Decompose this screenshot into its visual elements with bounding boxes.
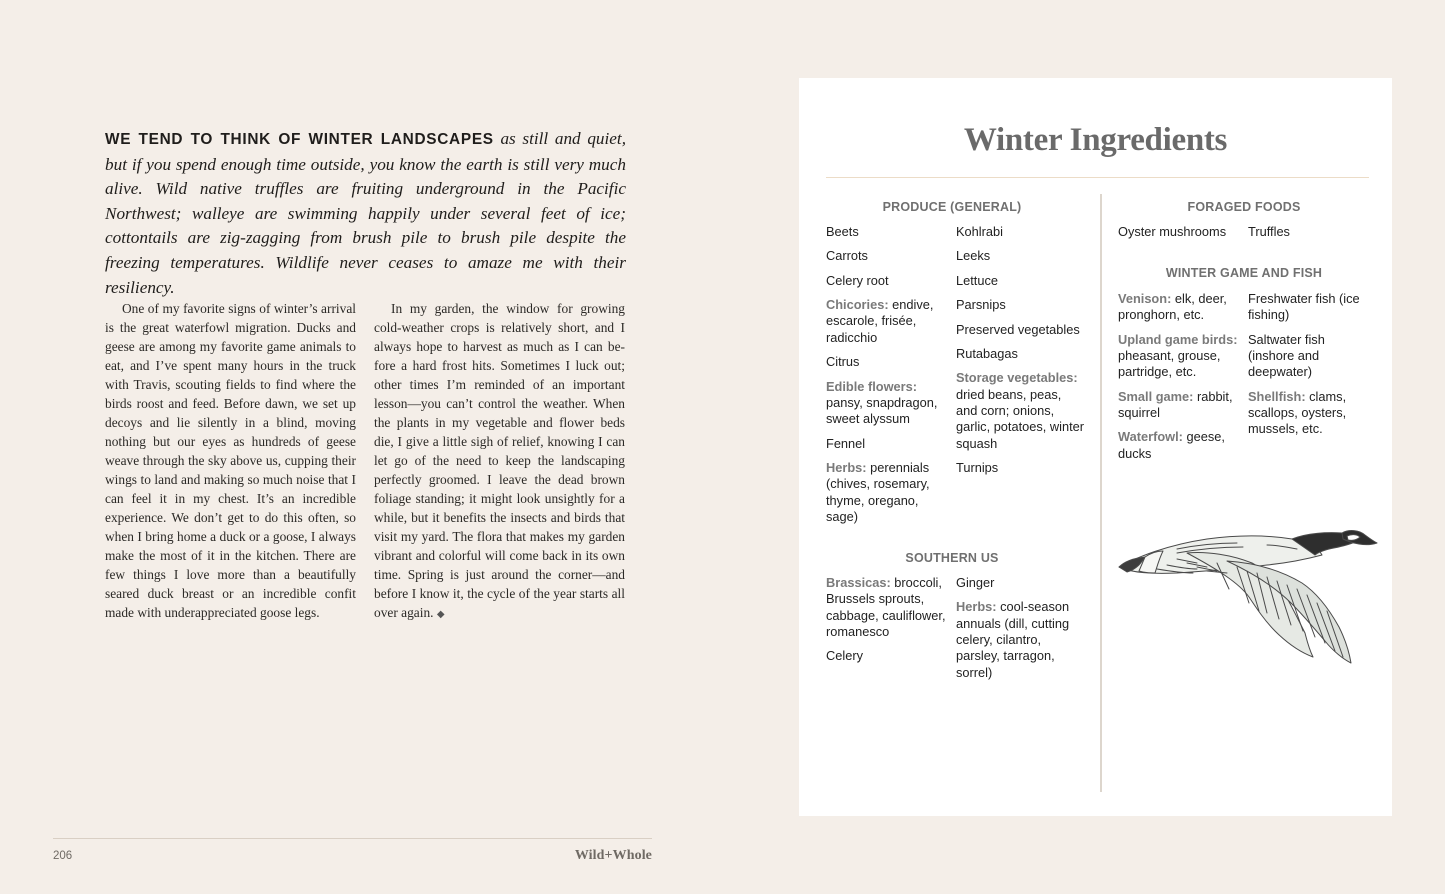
ingredient-item [956,575,1086,591]
ingredient-item [956,248,1086,264]
game-list-2 [1248,291,1370,446]
ingredient-category-label: Waterfowl: [1118,429,1183,445]
ingredient-category-label: Herbs: [826,459,867,475]
ingredient-text: Celery [826,648,863,664]
ingredient-category-label: Storage vegetables: [956,370,1078,386]
body-column-1: One of my favorite signs of winter’s arrival is the great waterfowl migration. Ducks and geese are among my favorite game animals to eat, and I’ve spent many hours in the truck with Travis, scouting fields to find where the birds roost and feed. Before dawn, we set up decoys and lie silently in a blind, moving nothing but our eyes as hundreds of geese weave through the sky above us, cupping their wings to land and making so much noise that I can feel it in my chest. It’s an incredible experience. We don’t get to do this often, so when I bring home a duck or a goose, I always make the most of it in the kitchen. There are few things I love more than a beautifully seared duck breast or an incredible confit made with underappreciated goose legs. [105,301,356,620]
ingredient-text: Lettuce [956,272,998,288]
ingredient-item [956,322,1086,338]
ingredient-item [956,370,1086,451]
ingredient-item [1248,389,1370,438]
ingredient-category-label: Edible flowers: [826,378,918,394]
ingredient-category-label: Brassicas: [826,575,891,590]
ingredient-item [1118,332,1241,381]
ingredient-text: Parsnips [956,297,1006,313]
ingredient-text: cool-season annuals (dill, cutting celery, cilantro, parsley, tarragon, sorrel) [956,599,1070,680]
southern-list-2 [956,575,1086,689]
produce-list-2 [956,224,1086,484]
intro-lead: WE TEND TO THINK OF WINTER LANDSCAPES [105,131,494,148]
footer-divider [53,838,652,839]
goose-illustration [1117,523,1379,685]
ingredient-text: perennials (chives, rosemary, thyme, oregano, sage) [826,459,930,524]
southern-list-1 [826,575,951,673]
ingredient-text: dried beans, peas, and corn; onions, garlic, potatoes, winter squash [956,386,1085,451]
ingredient-item [1118,291,1241,324]
ingredient-text: clams, scallops, oysters, mussels, etc. [1248,388,1347,437]
winter-ingredients-card [799,78,1392,816]
ingredient-category-label: Venison: [1118,291,1172,306]
ingredient-text: Citrus [826,354,860,370]
ingredient-item [1118,389,1241,422]
produce-list-1 [826,224,951,533]
ingredient-text: Celery root [826,272,889,288]
body-column-2 [374,299,625,624]
ingredient-item [826,248,951,264]
ingredient-item [826,354,951,370]
ingredient-item [956,346,1086,362]
game-list-1 [1118,291,1241,470]
ingredient-text: pheasant, grouse, partridge, etc. [1118,347,1221,380]
book-title: Wild+Whole [574,848,652,863]
ingredient-text: endive, escarole, frisée, radicchio [826,297,934,345]
ingredient-category-label: Shellfish: [1248,388,1306,404]
ingredient-item [826,648,951,664]
ingredient-text: Saltwater fish (inshore and deepwater) [1248,331,1325,380]
ingredient-item [826,224,951,240]
ingredient-text: Oyster mushrooms [1118,224,1227,239]
card-title-divider [826,177,1369,178]
ingredient-item [956,297,1086,313]
ingredient-text: elk, deer, pronghorn, etc. [1118,291,1227,323]
ingredient-text: Fennel [826,435,866,451]
game-section-title: WINTER GAME AND FISH [1165,266,1323,280]
foraged-section-title: FORAGED FOODS [1187,200,1301,214]
ingredient-text: broccoli, Brussels sprouts, cabbage, cauliflower, romanesco [826,575,946,639]
page-number: 206 [53,850,73,862]
ingredient-text: Turnips [956,459,999,475]
ingredient-category-label: Chicories: [826,297,889,313]
card-title: Winter Ingredients [963,122,1228,158]
ingredient-text: Carrots [826,248,868,264]
end-mark-icon: ◆ [436,609,445,620]
ingredient-text: Freshwater fish (ice fishing) [1248,291,1360,323]
ingredient-item [1118,224,1246,240]
ingredient-item [826,273,951,289]
intro-paragraph [105,127,626,300]
ingredient-text: Ginger [956,575,995,590]
ingredient-text: Leeks [956,248,991,264]
ingredient-item [956,599,1086,680]
ingredient-item [826,297,951,346]
ingredient-text: geese, ducks [1118,429,1225,461]
body-column-2-text: In my garden, the window for growing cold-weather crops is relatively short, and I always hope to harvest as much as I can before a hard frost hits. Sometimes I luck out; other times I’m reminded of an important lesson—you can’t control the weather. When the plants in my vegetable and flower beds die, I give a little sigh of relief, knowing I can let go of the need to keep the landscaping perfectly groomed. I leave the dead brown foliage standing; it might look unsightly for a while, but it benefits the insects and birds that visit my yard. The flora that makes my garden vibrant and colorful will come back in its own time. Spring is just around the corner—and before I know it, the cycle of the year starts all over again. [374,301,625,620]
ingredient-item [1118,429,1241,462]
ingredient-text: Kohlrabi [956,224,1003,239]
ingredient-item [826,460,951,525]
ingredient-category-label: Small game: [1118,388,1194,404]
ingredient-item [826,575,951,640]
ingredient-text: Beets [826,224,859,239]
ingredient-item [826,379,951,428]
intro-text: as still and quiet, but if you spend enough time outside, you know the earth is still very much alive. Wild native truffles are fruiting underground in the Pacific Northwest; walleye are swimming happily under several feet of ice; cottontails are zig-zagging from brush pile to brush pile despite the freezing temperatures. Wildlife never ceases to amaze me with their resiliency. [105,129,626,297]
ingredient-text: Truffles [1248,224,1290,239]
card-column-divider [1100,194,1102,792]
ingredient-text: Preserved vegetables [956,321,1080,337]
ingredient-category-label: Herbs: [956,599,997,615]
produce-section-title: PRODUCE (GENERAL) [882,200,1022,214]
ingredient-text: pansy, snapdragon, sweet alyssum [826,394,938,427]
ingredient-item [1248,332,1370,381]
southern-section-title: SOUTHERN US [905,551,999,565]
ingredient-item [1248,224,1370,240]
ingredient-item [956,273,1086,289]
ingredient-item [956,460,1086,476]
foraged-list-2 [1248,224,1370,248]
ingredient-item [956,224,1086,240]
ingredient-item [1248,291,1370,324]
ingredient-text: rabbit, squirrel [1118,388,1233,420]
foraged-list-1 [1118,224,1246,248]
ingredient-category-label: Upland game birds: [1118,331,1238,347]
ingredient-text: Rutabagas [956,345,1018,361]
ingredient-item [826,436,951,452]
